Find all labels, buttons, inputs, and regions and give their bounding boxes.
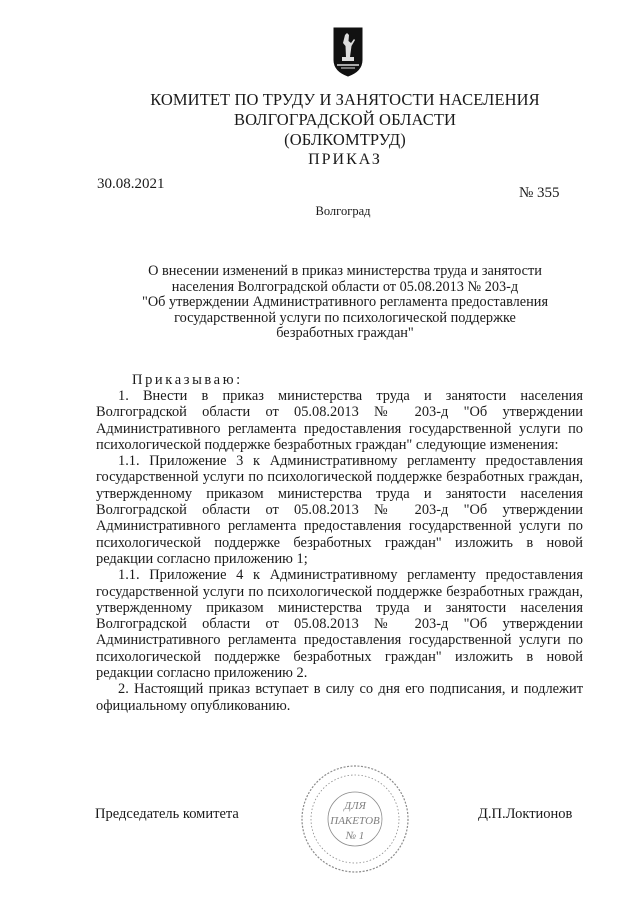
subject-line-5: безработных граждан" bbox=[276, 325, 414, 341]
paragraph-item-1-1-appendix-4: 1.1. Приложение 4 к Административному регламенту предоставления государственной услуги по психологической поддержке безработных граждан, утвержденному приказом министерства труда и занятости населения Волгоградской области от 05.08.2013 № 203-д "Об утверждении Административного регламента предоставления государственной услуги по психологической поддержке безработных граждан" изложить в новой редакции согласно приложению 2. bbox=[96, 567, 583, 682]
stamp bbox=[298, 762, 412, 876]
signatory-name: Д.П.Локтионов bbox=[478, 806, 573, 822]
paragraph-item-2: 2. Настоящий приказ вступает в силу со дня его подписания, и подлежит официальному опубликованию. bbox=[96, 681, 583, 714]
stamp-line-2: ПАКЕТОВ bbox=[330, 815, 380, 827]
stamp-line-1: ДЛЯ bbox=[344, 800, 366, 812]
city: Волгоград bbox=[315, 204, 371, 218]
subject-line-3: "Об утверждении Административного регламента предоставления bbox=[141, 294, 549, 310]
order-date: 30.08.2021 bbox=[97, 176, 165, 192]
org-line-1: КОМИТЕТ ПО ТРУДУ И ЗАНЯТОСТИ НАСЕЛЕНИЯ bbox=[150, 90, 540, 109]
paragraph-item-1-1-appendix-3: 1.1. Приложение 3 к Административному регламенту предоставления государственной услуги по психологической поддержке безработных граждан, утвержденному приказом министерства труда и занятости населения Волгоградской области от 05.08.2013 № 203-д "Об утверждении Административного регламента предоставления государственной услуги по психологической поддержке безработных граждан" изложить в новой редакции согласно приложению 1; bbox=[96, 453, 583, 567]
document-type: ПРИКАЗ bbox=[308, 151, 382, 168]
order-subject bbox=[110, 264, 580, 342]
order-word: Приказываю: bbox=[132, 372, 243, 388]
order-body bbox=[96, 388, 583, 714]
org-line-3: (ОБЛКОМТРУД) bbox=[284, 130, 406, 149]
subject-line-1: О внесении изменений в приказ министерства труда и занятости bbox=[148, 263, 542, 279]
organization-title bbox=[0, 90, 640, 150]
paragraph-item-1: 1. Внести в приказ министерства труда и занятости населения Волгоградской области от 05.08.2013 № 203-д "Об утверждении Административного регламента предоставления государственной услуги по психологической поддержке безработных граждан" следующие изменения: bbox=[96, 388, 583, 453]
stamp-line-3: № 1 bbox=[345, 830, 365, 842]
volgograd-coat-of-arms-icon bbox=[333, 27, 363, 77]
org-line-2: ВОЛГОГРАДСКОЙ ОБЛАСТИ bbox=[233, 110, 457, 129]
signatory-position: Председатель комитета bbox=[95, 806, 239, 822]
order-number: № 355 bbox=[519, 185, 560, 201]
subject-line-2: населения Волгоградской области от 05.08.2013 № 203-д bbox=[171, 278, 519, 295]
subject-line-4: государственной услуги по психологической поддержке bbox=[174, 309, 516, 326]
